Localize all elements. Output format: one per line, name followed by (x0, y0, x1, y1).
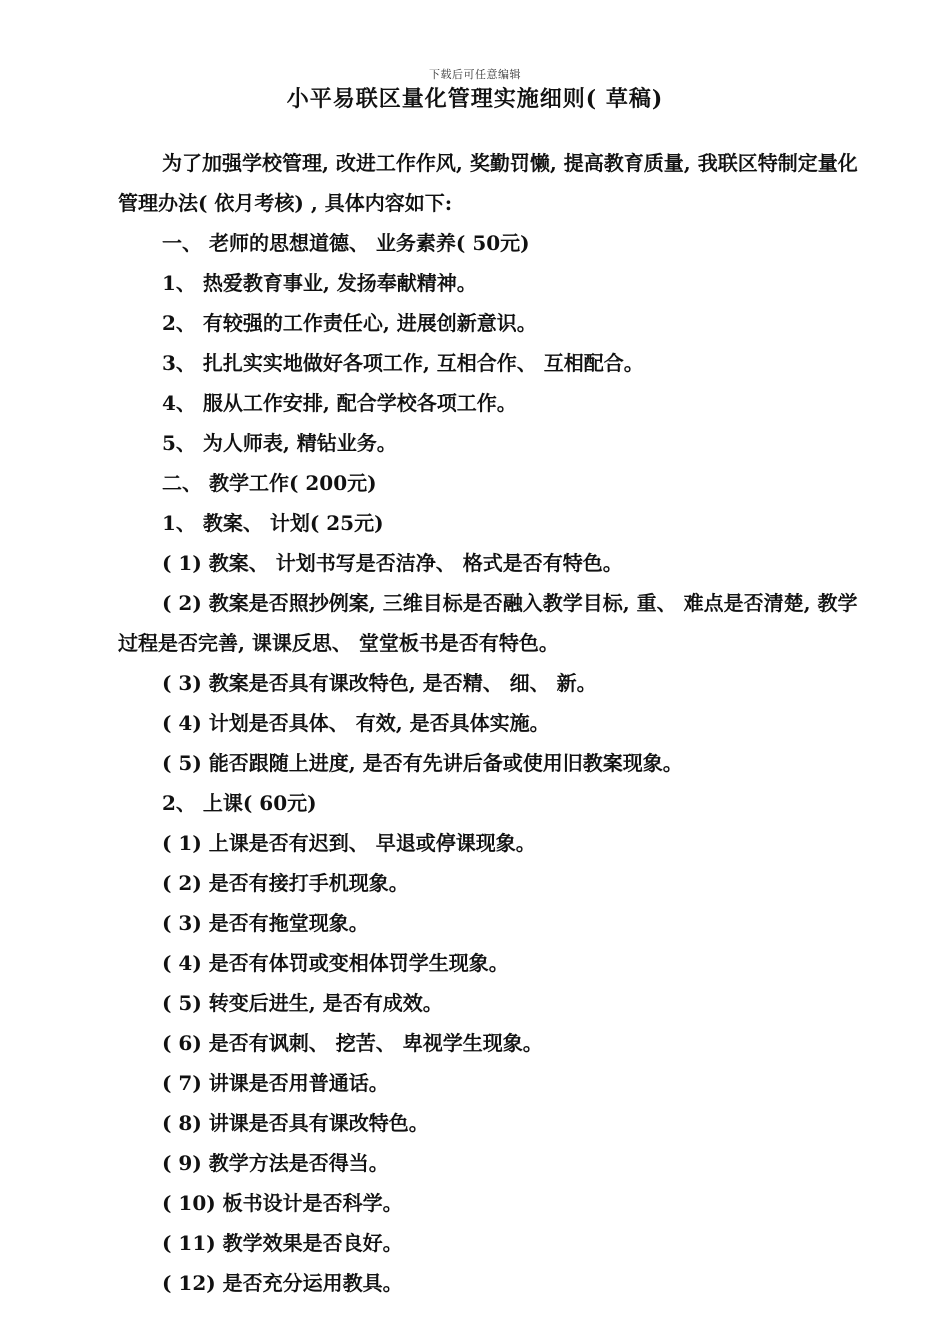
list-item: ( 3) 是否有拖堂现象。 (162, 911, 369, 935)
list-item: ( 7) 讲课是否用普通话。 (162, 1071, 389, 1095)
list-item: ( 2) 教案是否照抄例案, 三维目标是否融入教学目标, 重、 难点是否清楚, 教学过程是否完善, 课课反思、 堂堂板书是否有特色。 (118, 591, 858, 655)
subsection-heading: 2、 上课( 60元) (162, 791, 317, 815)
list-item: 1、 热爱教育事业, 发扬奉献精神。 (162, 271, 477, 295)
header-note: 下载后可任意编辑 (429, 68, 521, 81)
section-heading: 一、 老师的思想道德、 业务素养( 50元) (162, 231, 530, 255)
list-item: 5、 为人师表, 精钻业务。 (162, 431, 397, 455)
list-item: ( 6) 是否有讽刺、 挖苦、 卑视学生现象。 (162, 1031, 543, 1055)
list-item: ( 5) 转变后进生, 是否有成效。 (162, 991, 443, 1015)
intro-paragraph: 为了加强学校管理, 改进工作作风, 奖勤罚懒, 提高教育质量, 我联区特制定量化管理办法( 依月考核) , 具体内容如下: (118, 151, 858, 215)
list-item: ( 4) 是否有体罚或变相体罚学生现象。 (162, 951, 509, 975)
list-item: ( 2) 是否有接打手机现象。 (162, 871, 409, 895)
subsection-heading: 1、 教案、 计划( 25元) (162, 511, 384, 535)
list-item: ( 11) 教学效果是否良好。 (162, 1231, 403, 1255)
document-body (118, 143, 870, 1303)
list-item: ( 8) 讲课是否具有课改特色。 (162, 1111, 429, 1135)
list-item: ( 1) 教案、 计划书写是否洁净、 格式是否有特色。 (162, 551, 623, 575)
list-item: 3、 扎扎实实地做好各项工作, 互相合作、 互相配合。 (162, 351, 644, 375)
list-item: ( 10) 板书设计是否科学。 (162, 1191, 403, 1215)
list-item: ( 3) 教案是否具有课改特色, 是否精、 细、 新。 (162, 671, 597, 695)
document-title: 小平易联区量化管理实施细则( 草稿) (286, 86, 664, 112)
list-item: 4、 服从工作安排, 配合学校各项工作。 (162, 391, 517, 415)
list-item: ( 1) 上课是否有迟到、 早退或停课现象。 (162, 831, 536, 855)
list-item: 2、 有较强的工作责任心, 进展创新意识。 (162, 311, 537, 335)
section-heading: 二、 教学工作( 200元) (162, 471, 377, 495)
list-item: ( 5) 能否跟随上进度, 是否有先讲后备或使用旧教案现象。 (162, 751, 683, 775)
list-item: ( 9) 教学方法是否得当。 (162, 1151, 389, 1175)
list-item: ( 12) 是否充分运用教具。 (162, 1271, 403, 1295)
list-item: ( 4) 计划是否具体、 有效, 是否具体实施。 (162, 711, 550, 735)
